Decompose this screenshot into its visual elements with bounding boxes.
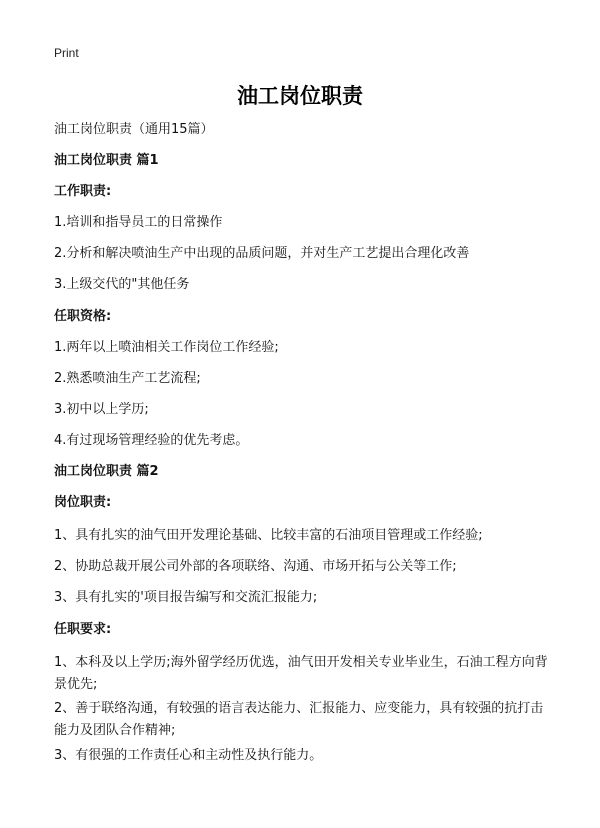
print-label: Print xyxy=(54,46,79,60)
section1-heading: 油工岗位职责 篇1 xyxy=(54,153,159,168)
page-title: 油工岗位职责 xyxy=(237,84,363,108)
section2-heading: 油工岗位职责 篇2 xyxy=(54,464,159,479)
section2-req-item: 1、本科及以上学历;海外留学经历优选，油气田开发相关专业毕业生，石油工程方向背景优先; xyxy=(54,655,548,692)
section1-qual-item: 3.初中以上学历; xyxy=(54,402,149,417)
section2-req-item: 2、善于联络沟通，有较强的语言表达能力、汇报能力、应变能力，具有较强的抗打击能力及团队合作精神; xyxy=(54,701,544,738)
section1-qual-item: 1.两年以上喷油相关工作岗位工作经验; xyxy=(54,340,279,355)
section2-duty-item: 3、具有扎实的'项目报告编写和交流汇报能力; xyxy=(54,590,318,605)
section2-req-heading: 任职要求: xyxy=(54,622,112,637)
section1-duties-heading: 工作职责: xyxy=(54,184,112,199)
section2-duties-heading: 岗位职责: xyxy=(54,495,112,510)
section1-duty-item: 2.分析和解决喷油生产中出现的品质问题，并对生产工艺提出合理化改善 xyxy=(54,246,470,261)
section2-duty-item: 2、协助总裁开展公司外部的各项联络、沟通、市场开拓与公关等工作; xyxy=(54,559,457,574)
section1-qual-heading: 任职资格: xyxy=(54,309,112,324)
section1-qual-item: 4.有过现场管理经验的优先考虑。 xyxy=(54,433,249,448)
subtitle: 油工岗位职责（通用15篇） xyxy=(54,122,214,137)
section2-req-item: 3、有很强的工作责任心和主动性及执行能力。 xyxy=(54,748,323,763)
section1-duty-item: 1.培训和指导员工的日常操作 xyxy=(54,215,223,230)
section1-duty-item: 3.上级交代的"其他任务 xyxy=(54,277,190,292)
section1-qual-item: 2.熟悉喷油生产工艺流程; xyxy=(54,371,201,386)
section2-duty-item: 1、具有扎实的油气田开发理论基础、比较丰富的石油项目管理或工作经验; xyxy=(54,528,483,543)
